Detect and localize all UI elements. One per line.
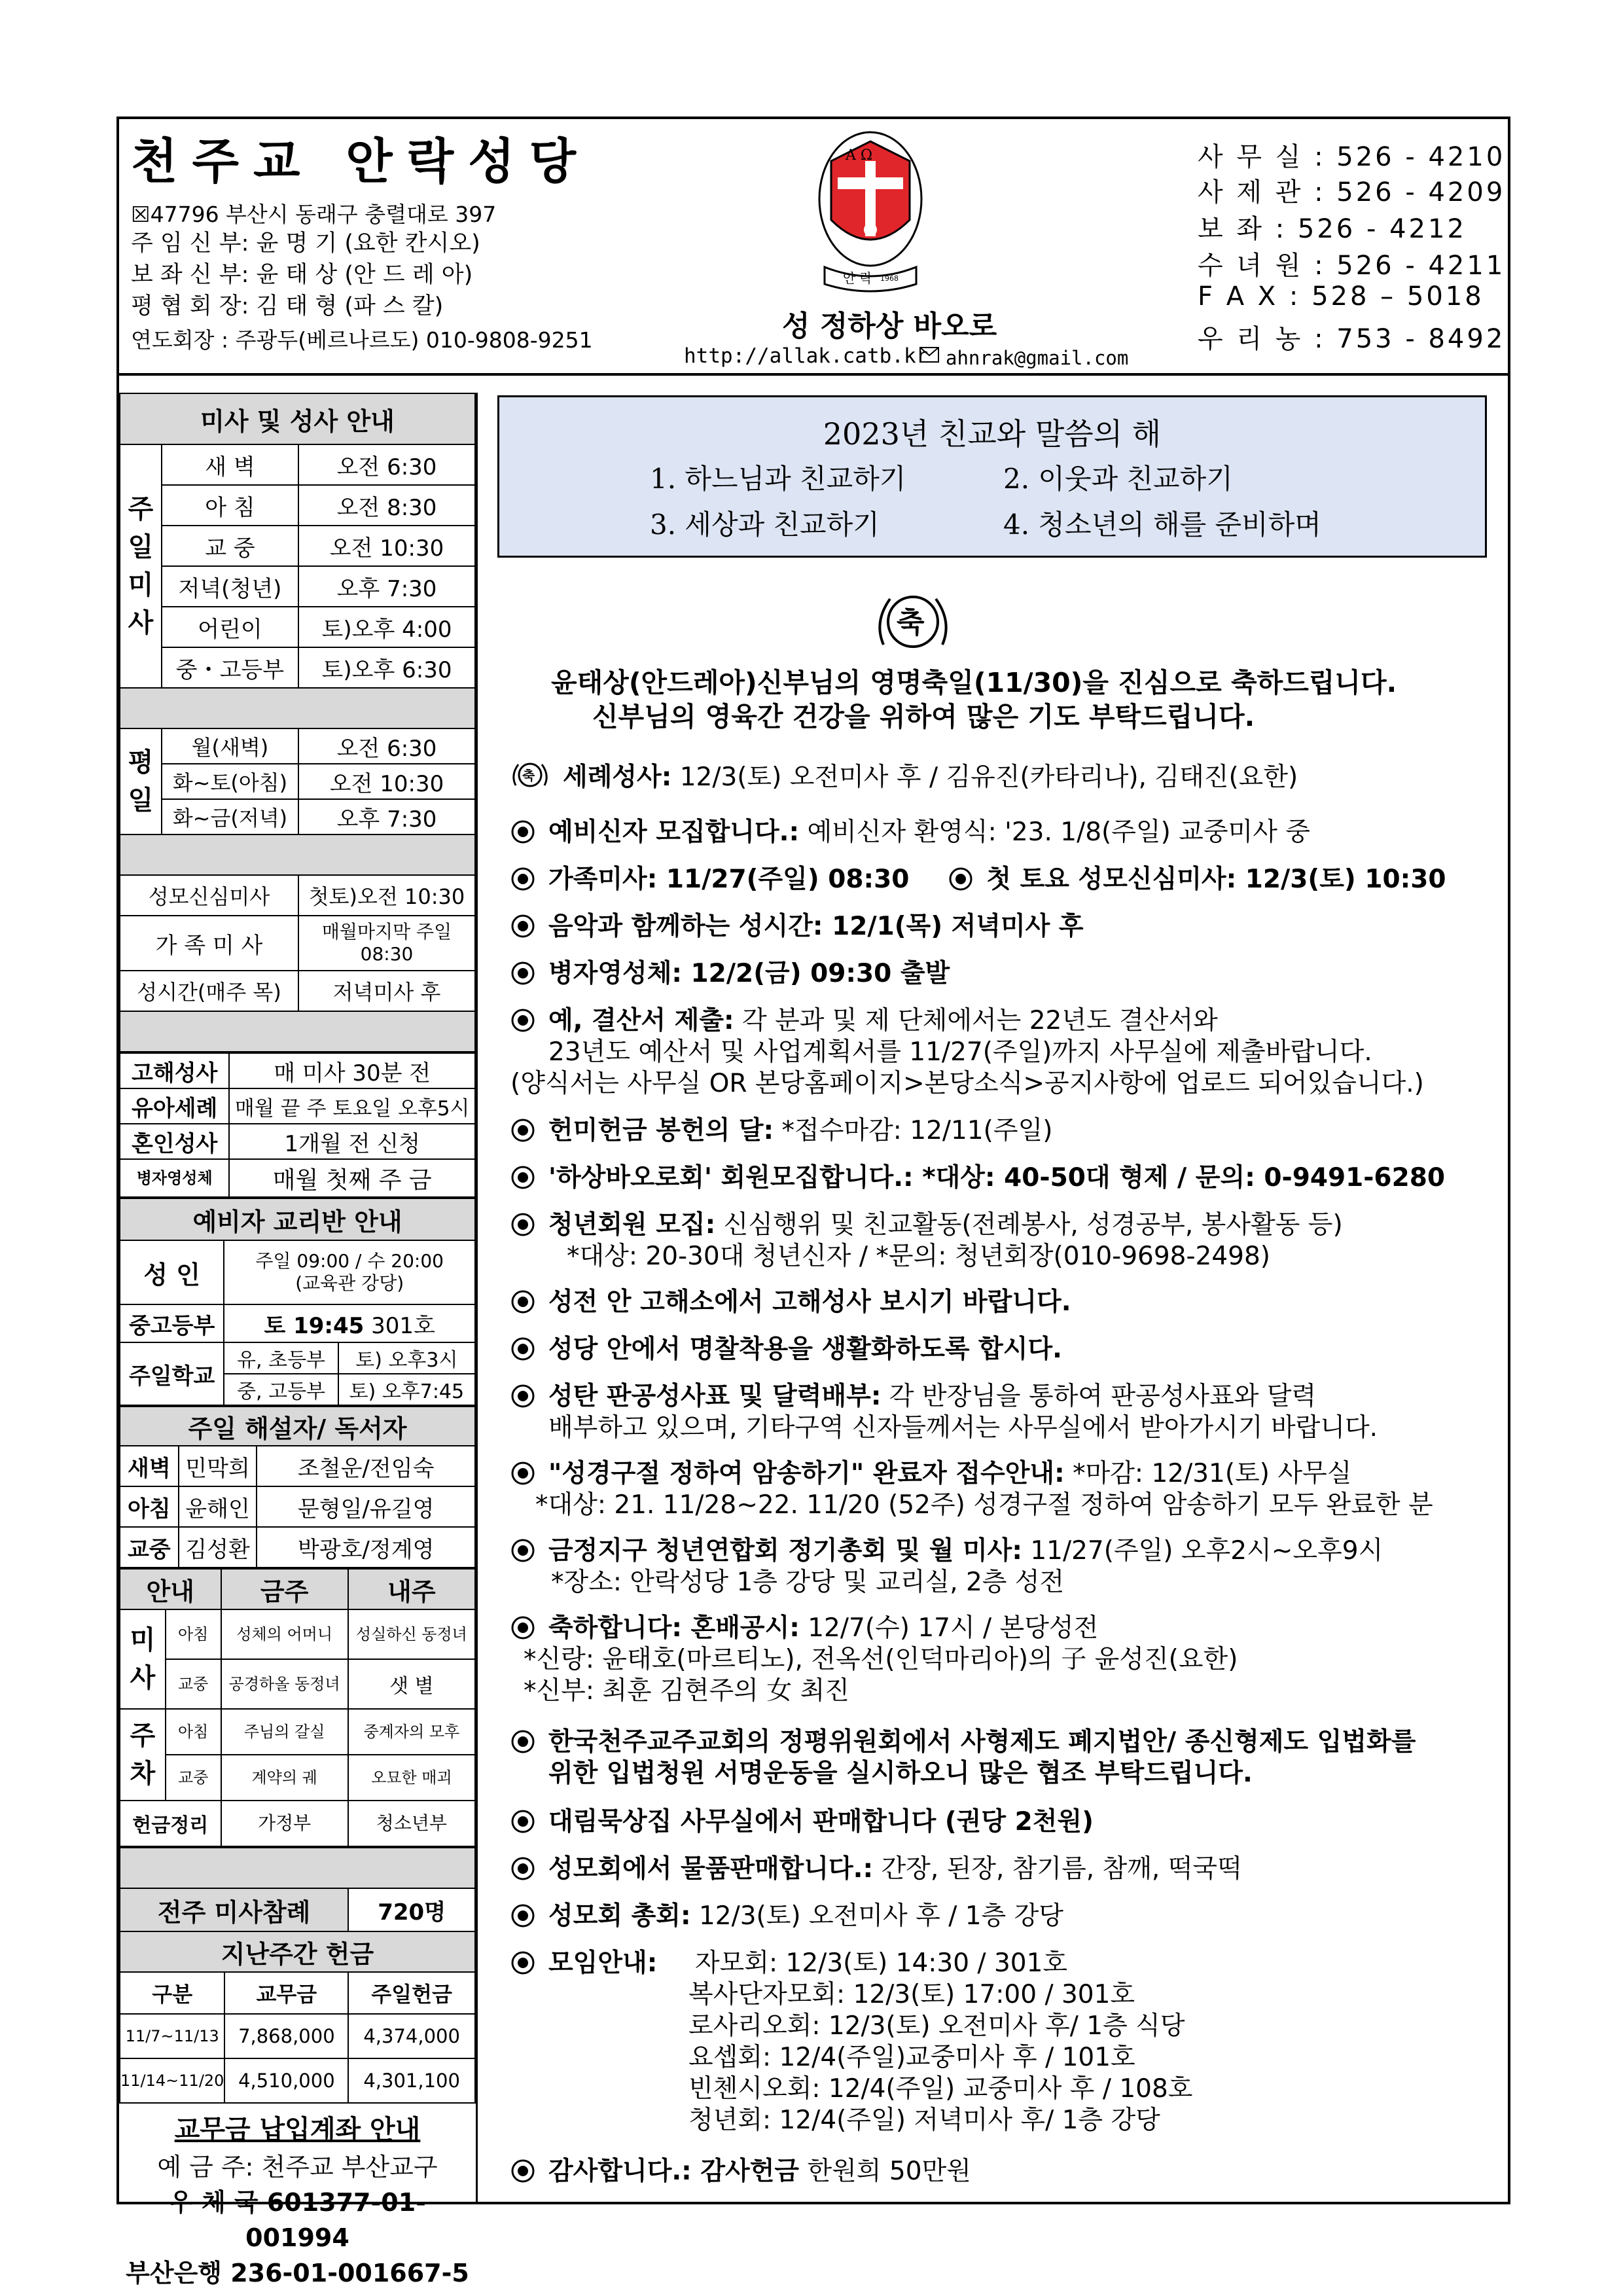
notice-christmas-line2: 배부하고 있으며, 기타구역 신자들께서는 사무실에서 받아가시기 바랍니다. bbox=[548, 1413, 1378, 1443]
assistant-priest: 보 좌 신 부: 윤 태 상 (안 드 레 아) bbox=[131, 262, 473, 288]
offering-title: 지난주간 헌금 bbox=[120, 1931, 475, 1972]
notice-catechumen: 예비신자 모집합니다.: 예비신자 환영식: '23. 1/8(주일) 교중미사 중 bbox=[510, 812, 1310, 848]
adult-label: 성 인 bbox=[120, 1240, 224, 1304]
sacrament-table bbox=[119, 1052, 476, 1198]
meeting-item: 자모회: 12/3(토) 14:30 / 301호 bbox=[695, 1948, 1068, 1978]
sacrament-name: 혼인성사 bbox=[120, 1124, 229, 1159]
bullet-icon bbox=[510, 1118, 535, 1143]
notice-baptism: 축 세례성사: 12/3(토) 오전미사 후 / 김유진(카타리나), 김태진(요한) bbox=[510, 757, 1298, 793]
special-time: 첫토)오전 10:30 bbox=[298, 875, 475, 916]
duty-next: 샛 별 bbox=[348, 1659, 475, 1709]
sacrament-time: 매 미사 30분 전 bbox=[229, 1053, 475, 1088]
bullet-icon bbox=[510, 961, 535, 986]
divider bbox=[120, 688, 475, 728]
teen-label: 중고등부 bbox=[120, 1304, 224, 1342]
notice-geumjeong-line2: *장소: 안락성당 1층 강당 및 교리실, 2층 성전 bbox=[551, 1568, 1065, 1597]
account-holder: 예 금 주: 천주교 부산교구 bbox=[157, 2153, 438, 2181]
offering-header: 주일헌금 bbox=[348, 1972, 475, 2014]
phone-assistant: 보 좌 : 526 - 4212 bbox=[1198, 214, 1467, 244]
money-label: 헌금정리 bbox=[120, 1801, 221, 1846]
mass-time: 오전 10:30 bbox=[298, 764, 475, 799]
theme-item: 2. 이웃과 친교하기 bbox=[1003, 463, 1233, 495]
notice-geumjeong: 금정지구 청년연합회 정기총회 및 월 미사: 11/27(주일) 오후2시~오후9시 bbox=[510, 1530, 1383, 1567]
notice-confession: 성전 안 고해소에서 고해성사 보시기 바랍니다. bbox=[510, 1282, 1071, 1318]
bullet-icon bbox=[510, 1461, 535, 1486]
notice-budget-line2: 23년도 예산서 및 사업계획서를 11/27(주일)까지 사무실에 제출바랍니다. bbox=[548, 1037, 1372, 1067]
logo-text: 안 락 bbox=[843, 270, 872, 286]
notice-wedding-bride: *신부: 최훈 김현주의 女 최진 bbox=[524, 1676, 849, 1706]
bullet-icon bbox=[510, 1336, 535, 1361]
parish-logo bbox=[812, 122, 929, 298]
pastor: 주 임 신 부: 윤 명 기 (요한 칸시오) bbox=[131, 230, 480, 257]
phone-fax: F A X : 528 – 5018 bbox=[1198, 281, 1484, 312]
notice-thanks: 감사합니다.: 감사헌금 한원희 50만원 bbox=[510, 2151, 971, 2187]
notice-wedding-groom: *신랑: 윤태호(마르티노), 전옥선(인덕마리아)의 子 윤성진(요한) bbox=[524, 1645, 1238, 1674]
duty-next: 오묘한 매괴 bbox=[348, 1755, 475, 1801]
bullet-icon bbox=[510, 819, 535, 844]
email-link[interactable]: ahnrak@gmail.com bbox=[946, 347, 1129, 369]
svg-text:축: 축 bbox=[897, 606, 925, 639]
mass-name: 화~토(아침) bbox=[162, 764, 298, 799]
mass-time: 오후 7:30 bbox=[298, 799, 475, 834]
bullet-icon bbox=[510, 1289, 535, 1314]
bullet-icon bbox=[510, 1903, 535, 1928]
sacrament-name: 유아세례 bbox=[120, 1088, 229, 1124]
bullet-icon bbox=[510, 1384, 535, 1408]
mass-name: 월(새벽) bbox=[162, 728, 298, 764]
school-time: 토) 오후7:45 bbox=[338, 1374, 475, 1405]
mass-time: 토)오후 6:30 bbox=[298, 647, 475, 688]
theme-title: 2023년 친교와 말씀의 해 bbox=[823, 416, 1162, 452]
adult-schedule: 주일 09:00 / 수 20:00 (교육관 강당) bbox=[224, 1240, 475, 1304]
sacrament-name: 병자영성체 bbox=[120, 1159, 229, 1197]
notice-sick: 병자영성체: 12/2(금) 09:30 출발 bbox=[510, 953, 950, 990]
bullet-icon bbox=[510, 1729, 535, 1754]
bullet-icon bbox=[510, 1538, 535, 1563]
duty-header: 안내 bbox=[120, 1569, 221, 1609]
year-theme-box bbox=[497, 395, 1487, 558]
duty-this: 계약의 궤 bbox=[221, 1755, 348, 1801]
weekday-mass-label: 평 일 bbox=[120, 728, 162, 834]
money-this: 가정부 bbox=[221, 1801, 348, 1846]
logo-alpha-omega: A Ω bbox=[846, 147, 873, 164]
divider bbox=[120, 834, 475, 875]
duty-header: 내주 bbox=[348, 1569, 475, 1609]
notice-budget-line3: (양식서는 사무실 OR 본당홈페이지>본당소식>공지사항에 업로드 되어있습니다.) bbox=[510, 1069, 1424, 1098]
mass-time: 오전 8:30 bbox=[298, 485, 475, 526]
column-divider bbox=[476, 393, 478, 2204]
notice-goods: 성모회에서 물품판매합니다.: 간장, 된장, 참기름, 참깨, 떡국떡 bbox=[510, 1848, 1242, 1885]
bullet-icon bbox=[510, 1212, 535, 1237]
bullet-icon bbox=[948, 867, 973, 891]
account-title: 교무금 납입계좌 안내 bbox=[174, 2115, 421, 2145]
bullet-icon bbox=[510, 867, 535, 891]
theme-item: 4. 청소년의 해를 준비하며 bbox=[1003, 509, 1321, 541]
meeting-item: 청년회: 12/4(주일) 저녁미사 후/ 1층 강당 bbox=[688, 2106, 1160, 2135]
duty-this: 주님의 갈실 bbox=[221, 1709, 348, 1755]
svg-text:축: 축 bbox=[522, 768, 535, 783]
notice-bible: "성경구절 정하여 암송하기" 완료자 접수안내: *마감: 12/31(토) 사무실 bbox=[510, 1453, 1351, 1490]
patron-saint: 성 정하상 바오로 bbox=[782, 310, 997, 343]
reader-names: 문형일/유길영 bbox=[257, 1486, 475, 1527]
phone-rectory: 사 제 관 : 526 - 4209 bbox=[1198, 177, 1506, 207]
divider bbox=[120, 1848, 475, 1888]
mass-name: 저녁(청년) bbox=[162, 566, 298, 607]
duty-this: 성체의 어머니 bbox=[221, 1609, 348, 1659]
notice-budget: 예, 결산서 제출: 각 분과 및 제 단체에서는 22년도 결산서와 bbox=[510, 1000, 1218, 1037]
bullet-icon bbox=[510, 1615, 535, 1640]
duty-table bbox=[119, 1568, 476, 1847]
notice-music: 음악과 함께하는 성시간: 12/1(목) 저녁미사 후 bbox=[510, 906, 1084, 942]
notice-youth: 청년회원 모집: 신심행위 및 친교활동(전례봉사, 성경공부, 봉사활동 등) bbox=[510, 1204, 1343, 1241]
meeting-item: 빈첸시오회: 12/4(주일) 교중미사 후 / 108호 bbox=[688, 2074, 1193, 2104]
catechism-title: 예비자 교리반 안내 bbox=[120, 1198, 475, 1240]
school-label: 주일학교 bbox=[120, 1342, 224, 1405]
bullet-icon bbox=[510, 1856, 535, 1881]
commentator: 김성환 bbox=[179, 1527, 257, 1568]
notice-petition-line2: 위한 입법청원 서명운동을 실시하오니 많은 협조 부탁드립니다. bbox=[548, 1759, 1253, 1788]
notice-petition: 한국천주교주교회의 정평위원회에서 사형제도 폐지법안/ 종신형제도 입법화를 bbox=[510, 1721, 1416, 1758]
notice-advent-book: 대림묵상집 사무실에서 판매합니다 (권당 2천원) bbox=[510, 1801, 1094, 1838]
offering-header: 구분 bbox=[120, 1972, 224, 2014]
reader-names: 조철운/전임숙 bbox=[257, 1446, 475, 1486]
reader-mass: 새벽 bbox=[120, 1446, 179, 1486]
special-name: 성시간(매주 목) bbox=[120, 971, 298, 1011]
meeting-item: 요셉회: 12/4(주일)교중미사 후 / 101호 bbox=[688, 2043, 1135, 2072]
reader-mass: 교중 bbox=[120, 1527, 179, 1568]
mass-title: 미사 및 성사 안내 bbox=[120, 393, 475, 444]
duty-header: 금주 bbox=[221, 1569, 348, 1609]
mass-name: 아 침 bbox=[162, 485, 298, 526]
offering-header: 교무금 bbox=[224, 1972, 348, 2014]
theme-item: 3. 세상과 친교하기 bbox=[650, 509, 880, 541]
mass-name: 화~금(저녁) bbox=[162, 799, 298, 834]
account-box bbox=[119, 2110, 476, 2291]
celebration-small-icon bbox=[510, 761, 550, 789]
celebration-icon bbox=[870, 589, 955, 655]
association-president: 연도회장 : 주광두(베르나르도) 010-9808-9251 bbox=[131, 327, 593, 353]
catechism-table bbox=[119, 1198, 476, 1406]
council-president: 평 협 회 장: 김 태 형 (파 스 칼) bbox=[131, 293, 444, 319]
mass-name: 중・고등부 bbox=[162, 647, 298, 688]
mass-time: 오전 10:30 bbox=[298, 526, 475, 566]
phone-farm: 우 리 농 : 753 - 8492 bbox=[1198, 324, 1506, 354]
sacrament-time: 매월 끝 주 토요일 오후5시 bbox=[229, 1088, 475, 1124]
offering-period: 11/14~11/20 bbox=[120, 2058, 224, 2103]
bullet-icon bbox=[510, 2159, 535, 2183]
bullet-icon bbox=[510, 1809, 535, 1834]
commentator: 민막희 bbox=[179, 1446, 257, 1486]
special-name: 가 족 미 사 bbox=[120, 916, 298, 971]
notice-meetings: 모임안내: bbox=[510, 1943, 657, 1979]
mass-name: 교 중 bbox=[162, 526, 298, 566]
bullet-icon bbox=[510, 914, 535, 939]
duty-parking-label: 주 차 bbox=[120, 1709, 166, 1801]
notice-offering: 헌미헌금 봉헌의 달: *접수마감: 12/11(주일) bbox=[510, 1110, 1052, 1147]
sunday-mass-label: 주 일 미 사 bbox=[120, 444, 162, 688]
notice-christmas: 성탄 판공성사표 및 달력배부: 각 반장님을 통하여 판공성사표와 달력 bbox=[510, 1376, 1316, 1412]
phone-convent: 수 녀 원 : 526 - 4211 bbox=[1198, 251, 1506, 281]
offering-sunday: 4,301,100 bbox=[348, 2058, 475, 2103]
meeting-item: 복사단자모회: 12/3(토) 17:00 / 301호 bbox=[688, 1980, 1135, 2009]
account-post: 우 체 국 601377-01-001994 bbox=[169, 2188, 426, 2252]
offering-table bbox=[119, 1847, 476, 2104]
address: ☒47796 부산시 동래구 충렬대로 397 bbox=[131, 202, 497, 227]
bullet-icon bbox=[510, 1008, 535, 1033]
special-time: 저녁미사 후 bbox=[298, 971, 475, 1011]
teen-schedule: 토 19:45 301호 bbox=[224, 1304, 475, 1342]
mass-time: 토)오후 4:00 bbox=[298, 607, 475, 647]
notice-hasang: '하상바오로회' 회원모집합니다.: *대상: 40-50대 형제 / 문의: 0-9491-6280 bbox=[510, 1157, 1445, 1194]
bullet-icon bbox=[510, 1950, 535, 1975]
school-name: 중, 고등부 bbox=[224, 1374, 338, 1405]
notice-wedding: 축하합니다: 혼배공시: 12/7(수) 17시 / 본당성전 bbox=[510, 1607, 1098, 1644]
school-name: 유, 초등부 bbox=[224, 1342, 338, 1374]
divider bbox=[120, 1011, 475, 1052]
mass-time: 오전 6:30 bbox=[298, 444, 475, 485]
attendance-value: 720명 bbox=[348, 1888, 475, 1931]
celebration-line1: 윤태상(안드레아)신부님의 영명축일(11/30)을 진심으로 축하드립니다. bbox=[551, 667, 1397, 698]
duty-next: 중계자의 모후 bbox=[348, 1709, 475, 1755]
website-link[interactable]: http://allak.catb.kr bbox=[684, 344, 929, 368]
sacrament-time: 1개월 전 신청 bbox=[229, 1124, 475, 1159]
account-bank: 부산은행 236-01-001667-5 bbox=[126, 2259, 469, 2287]
reader-mass: 아침 bbox=[120, 1486, 179, 1527]
duty-sub: 교중 bbox=[166, 1755, 221, 1801]
mass-table bbox=[119, 393, 476, 1052]
notice-bible-line2: *대상: 21. 11/28~22. 11/20 (52주) 성경구절 정하여 암송하기 모두 완료한 분 bbox=[535, 1490, 1433, 1520]
duty-mass-label: 미 사 bbox=[120, 1609, 166, 1709]
money-next: 청소년부 bbox=[348, 1801, 475, 1846]
mass-name: 새 벽 bbox=[162, 444, 298, 485]
offering-dues: 7,868,000 bbox=[224, 2014, 348, 2058]
bullet-icon bbox=[510, 1165, 535, 1190]
offering-period: 11/7~11/13 bbox=[120, 2014, 224, 2058]
commentator: 윤해인 bbox=[179, 1486, 257, 1527]
school-time: 토) 오후3시 bbox=[338, 1342, 475, 1374]
duty-sub: 아침 bbox=[166, 1709, 221, 1755]
church-title: 천주교 안락성당 bbox=[131, 134, 591, 190]
sacrament-time: 매월 첫째 주 금 bbox=[229, 1159, 475, 1197]
offering-sunday: 4,374,000 bbox=[348, 2014, 475, 2058]
duty-this: 공경하올 동정녀 bbox=[221, 1659, 348, 1709]
offering-dues: 4,510,000 bbox=[224, 2058, 348, 2103]
mail-icon bbox=[919, 347, 939, 365]
attendance-label: 전주 미사참례 bbox=[120, 1888, 348, 1931]
notice-mothers: 성모회 총회: 12/3(토) 오전미사 후 / 1층 강당 bbox=[510, 1895, 1063, 1932]
notice-nametag: 성당 안에서 명찰착용을 생활화하도록 합시다. bbox=[510, 1329, 1062, 1365]
left-column bbox=[119, 393, 476, 2291]
phone-office: 사 무 실 : 526 - 4210 bbox=[1198, 142, 1506, 172]
mass-time: 오전 6:30 bbox=[298, 728, 475, 764]
special-name: 성모신심미사 bbox=[120, 875, 298, 916]
special-time: 매월마지막 주일 08:30 bbox=[298, 916, 475, 971]
notice-youth-line2: *대상: 20-30대 청년신자 / *문의: 청년회장(010-9698-2498) bbox=[567, 1242, 1271, 1271]
meeting-item: 로사리오회: 12/3(토) 오전미사 후/ 1층 식당 bbox=[688, 2011, 1185, 2041]
theme-item: 1. 하느님과 친교하기 bbox=[650, 463, 906, 495]
reader-names: 박광호/정계영 bbox=[257, 1527, 475, 1568]
mass-time: 오후 7:30 bbox=[298, 566, 475, 607]
header-divider bbox=[116, 373, 1510, 376]
duty-sub: 교중 bbox=[166, 1659, 221, 1709]
sacrament-name: 고해성사 bbox=[120, 1053, 229, 1088]
duty-next: 성실하신 동정녀 bbox=[348, 1609, 475, 1659]
notice-family-mass: 가족미사: 11/27(주일) 08:30 첫 토요 성모신심미사: 12/3(토) 10:30 bbox=[510, 859, 1446, 895]
celebration-line2: 신부님의 영육간 건강을 위하여 많은 기도 부탁드립니다. bbox=[592, 701, 1255, 732]
logo-year: 1968 bbox=[880, 274, 899, 283]
readers-table bbox=[119, 1406, 476, 1568]
mass-name: 어린이 bbox=[162, 607, 298, 647]
duty-sub: 아침 bbox=[166, 1609, 221, 1659]
readers-title: 주일 해설자/ 독서자 bbox=[120, 1407, 475, 1446]
